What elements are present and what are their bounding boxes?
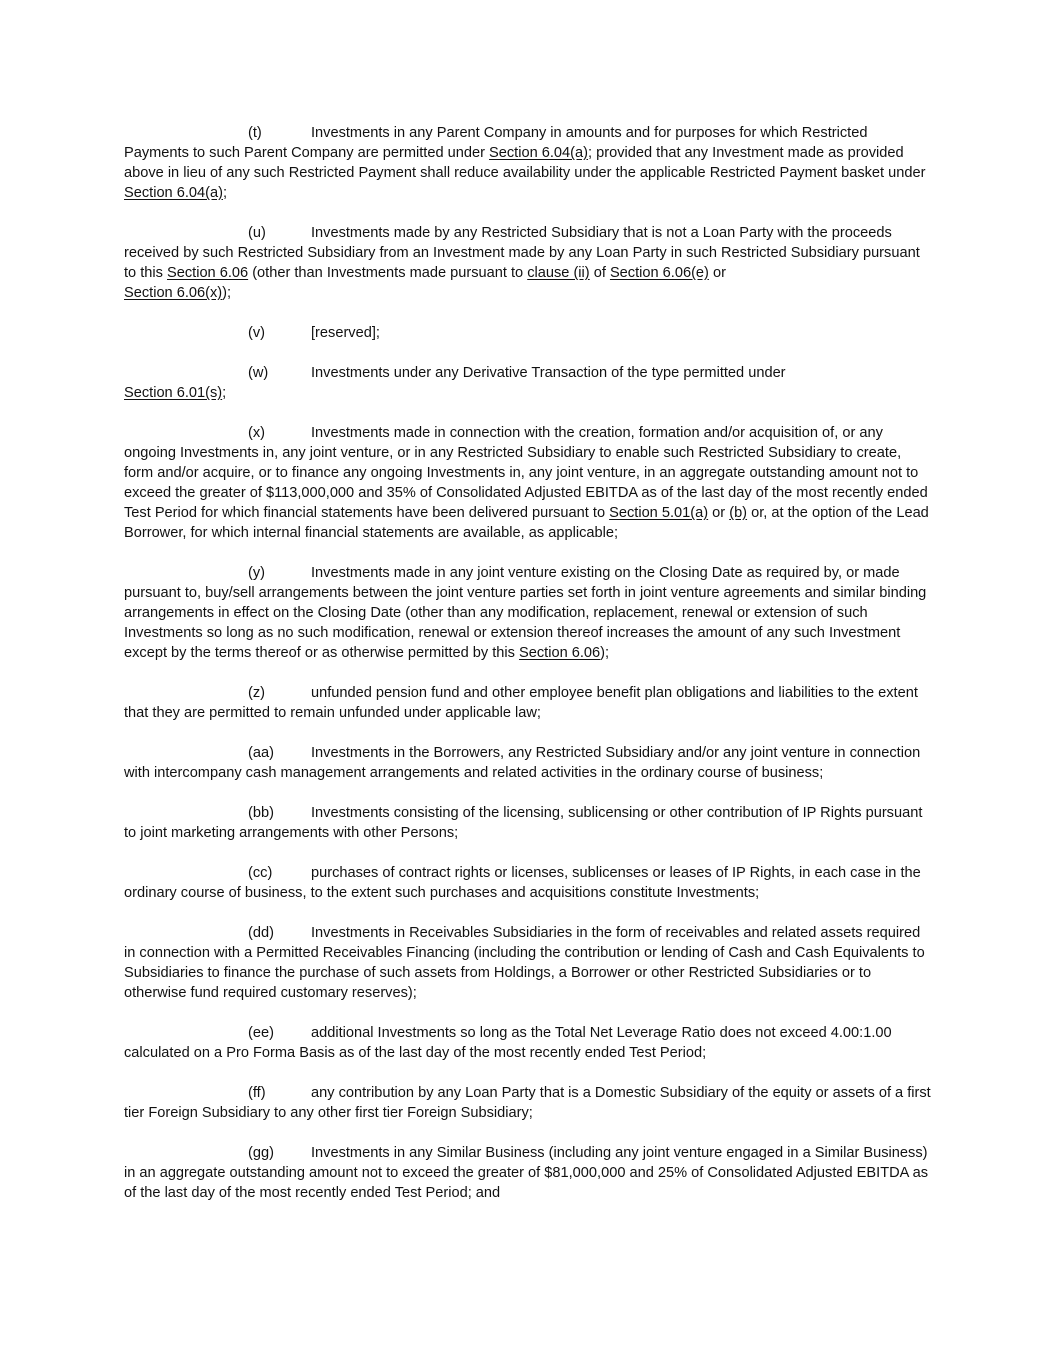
clause-v: (v) [reserved]; <box>248 325 380 341</box>
section-reference: (b) <box>729 505 748 521</box>
clause-label: (u) <box>248 225 266 241</box>
clause-label: (cc) <box>248 865 273 881</box>
clause-label: (aa) <box>248 745 274 761</box>
section-reference: Section 6.06(x) <box>124 285 223 301</box>
clause-label: (v) <box>248 325 266 341</box>
clause-aa: (aa) Investments in the Borrowers, any Restricted Subsidiary and/or any joint venture in connection with intercompany cash management arrangements and related activities in the ordinary course of business; <box>124 745 921 781</box>
clause-label: (z) <box>248 685 266 701</box>
clause-label: (t) <box>248 125 262 141</box>
clause-reference: clause (ii) <box>527 265 590 281</box>
clause-y: (y) Investments made in any joint venture existing on the Closing Date as required by, or made pursuant to, buy/sell arrangements between the joint venture parties set forth in joint venture agreements and similar binding arrangements in effect on the Closing Date (other than any modification, replacement, renewal or extension of such Investments so long as no such modification, renewal or extension thereof increases the amount of any such Investment except by the terms thereof or as otherwise permitted by this Section 6.06); <box>124 565 927 661</box>
clause-u: (u) Investments made by any Restricted Subsidiary that is not a Loan Party with the proceeds received by such Restricted Subsidiary from an Investment made by any Loan Party in such Restricted Subsidiary pursuant to this Section 6.06 (other than Investments made pursuant to clause (ii) of Section 6.06(e) or Section 6.06(x)); <box>124 225 920 301</box>
clause-label: (y) <box>248 565 266 581</box>
document-page <box>124 123 934 1223</box>
clause-bb: (bb) Investments consisting of the licensing, sublicensing or other contribution of IP Rights pursuant to joint marketing arrangements with other Persons; <box>124 805 923 841</box>
clause-cc: (cc) purchases of contract rights or licenses, sublicenses or leases of IP Rights, in each case in the ordinary course of business, to the extent such purchases and acquisitions constitute Investments; <box>124 865 921 901</box>
clause-ff: (ff) any contribution by any Loan Party that is a Domestic Subsidiary of the equity or assets of a first tier Foreign Subsidiary to any other first tier Foreign Subsidiary; <box>124 1085 931 1121</box>
clause-ee: (ee) additional Investments so long as the Total Net Leverage Ratio does not exceed 4.00:1.00 calculated on a Pro Forma Basis as of the last day of the most recently ended Test Period; <box>124 1025 892 1061</box>
clause-dd: (dd) Investments in Receivables Subsidiaries in the form of receivables and related assets required in connection with a Permitted Receivables Financing (including the contribution or lending of Cash and Cash Equivalents to Subsidiaries to finance the purchase of such assets from Holdings, a Borrower or other Restricted Subsidiaries or to otherwise fund required customary reserves); <box>124 925 925 1001</box>
section-reference: Section 6.06 <box>519 645 601 661</box>
section-reference: Section 6.01(s) <box>124 385 223 401</box>
section-reference: Section 6.04(a) <box>489 145 589 161</box>
section-reference: Section 6.04(a) <box>124 185 223 201</box>
clause-z: (z) unfunded pension fund and other employee benefit plan obligations and liabilities to the extent that they are permitted to remain unfunded under applicable law; <box>124 685 918 721</box>
section-reference: Section 6.06(e) <box>609 265 709 281</box>
clause-label: (bb) <box>248 805 274 821</box>
clause-label: (ff) <box>248 1085 266 1101</box>
clause-w: (w) Investments under any Derivative Transaction of the type permitted under Section 6.01(s); <box>124 365 786 401</box>
section-reference: Section 6.06 <box>167 265 249 281</box>
clause-label: (ee) <box>248 1025 274 1041</box>
clause-t: (t) Investments in any Parent Company in amounts and for purposes for which Restricted Payments to such Parent Company are permitted under Section 6.04(a); provided that any Investment made as provided above in lieu of any such Restricted Payment shall reduce availability under the applicable Restricted Payment basket under Section 6.04(a); <box>124 125 926 201</box>
clause-label: (x) <box>248 425 266 441</box>
clause-gg: (gg) Investments in any Similar Business (including any joint venture engaged in a Similar Business) in an aggregate outstanding amount not to exceed the greater of $81,000,000 and 25% of Consolidated Adjusted EBITDA as of the last day of the most recently ended Test Period; and <box>124 1145 929 1201</box>
section-reference: Section 5.01(a) <box>609 505 709 521</box>
clause-label: (dd) <box>248 925 274 941</box>
clause-x: (x) Investments made in connection with the creation, formation and/or acquisition of, or any ongoing Investments in, any joint venture, or in any Restricted Subsidiary to enable such Restricted Subsidiary to create, form and/or acquire, or to finance any ongoing Investments in, any joint venture, in an aggregate outstanding amount not to exceed the greater of $113,000,000 and 35% of Consolidated Adjusted EBITDA as of the last day of the most recently ended Test Period for which financial statements have been delivered pursuant to Section 5.01(a) or (b) or, at the option of the Lead Borrower, for which internal financial statements are available, as applicable; <box>124 425 929 541</box>
clause-label: (gg) <box>248 1145 274 1161</box>
clause-label: (w) <box>248 365 269 381</box>
